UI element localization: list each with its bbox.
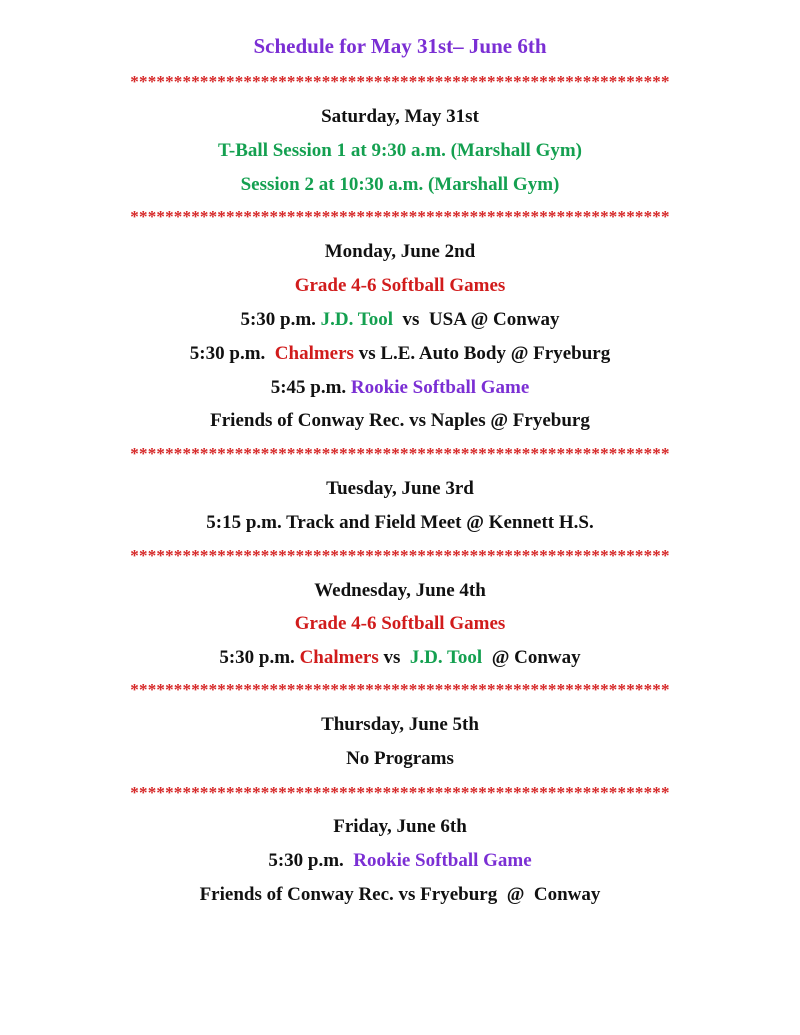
rookie-label: Rookie Softball Game (350, 377, 530, 398)
saturday-heading: Saturday, May 31st (321, 106, 479, 127)
game-time: 5:30 p.m. (189, 343, 275, 364)
game-time: 5:30 p.m. (268, 850, 354, 871)
friday-heading: Friday, June 6th (333, 816, 467, 837)
wednesday-category: Grade 4-6 Softball Games (294, 613, 506, 634)
separator: ************************************************************** (130, 680, 670, 699)
separator: ************************************************************** (130, 207, 670, 226)
separator: ************************************************************** (130, 546, 670, 565)
game-time: 5:30 p.m. (240, 309, 321, 330)
team-name: J.D. Tool (320, 309, 394, 330)
game-matchup: @ Conway (482, 647, 581, 668)
wednesday-game-1 (0, 646, 800, 670)
tuesday-heading: Tuesday, June 3rd (326, 478, 474, 499)
page-title: Schedule for May 31st– June 6th (253, 34, 547, 58)
monday-rookie-matchup: Friends of Conway Rec. vs Naples @ Fryeburg (210, 410, 590, 431)
separator: ************************************************************** (130, 444, 670, 463)
monday-rookie-game (0, 376, 800, 400)
game-matchup: vs USA @ Conway (393, 309, 560, 330)
thursday-note: No Programs (346, 748, 454, 769)
separator: ************************************************************** (130, 783, 670, 802)
game-vs: vs (378, 647, 410, 668)
team-name: Chalmers (274, 343, 354, 364)
team-name: J.D. Tool (409, 647, 483, 668)
wednesday-heading: Wednesday, June 4th (314, 580, 486, 601)
monday-game-2 (0, 342, 800, 366)
saturday-session-1: T-Ball Session 1 at 9:30 a.m. (Marshall Gym) (218, 140, 582, 161)
game-matchup: vs L.E. Auto Body @ Fryeburg (353, 343, 611, 364)
game-time: 5:30 p.m. (219, 647, 300, 668)
friday-rookie-matchup: Friends of Conway Rec. vs Fryeburg @ Conway (199, 884, 601, 905)
friday-rookie-game (0, 849, 800, 873)
monday-category: Grade 4-6 Softball Games (294, 275, 506, 296)
game-time: 5:45 p.m. (270, 377, 351, 398)
separator: ************************************************************** (130, 72, 670, 91)
rookie-label: Rookie Softball Game (353, 850, 532, 871)
monday-heading: Monday, June 2nd (324, 241, 476, 262)
team-name: Chalmers (299, 647, 379, 668)
tuesday-event: 5:15 p.m. Track and Field Meet @ Kennett H.S. (206, 512, 594, 533)
thursday-heading: Thursday, June 5th (321, 714, 479, 735)
monday-game-1 (0, 308, 800, 332)
saturday-session-2: Session 2 at 10:30 a.m. (Marshall Gym) (240, 174, 560, 195)
